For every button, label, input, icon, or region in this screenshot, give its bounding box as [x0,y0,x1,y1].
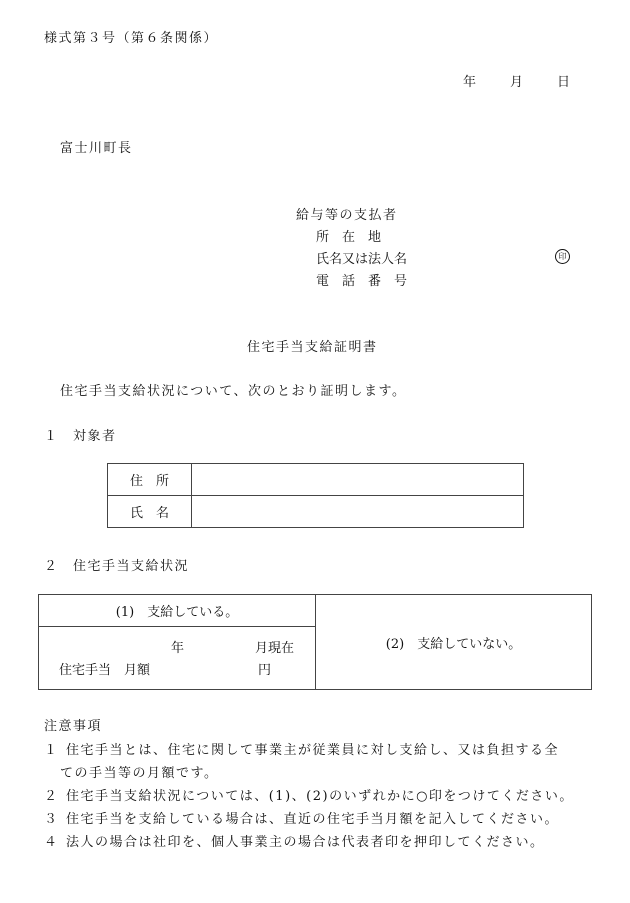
option-not-paid-label: (2) 支給していない。 [385,636,522,652]
note-number: ４ [44,835,58,850]
note-item: 法人の場合は社印を、個人事業主の場合は代表者印を押印してください。 [66,835,545,850]
section2-heading: ２ 住宅手当支給状況 [44,559,190,574]
payer-address-label: 所 在 地 [316,230,382,245]
subject-table [107,463,524,528]
table-row [108,496,524,528]
allowance-status-table [38,594,592,690]
table-row [108,464,524,496]
note-item: 住宅手当支給状況については、(1)、(2)のいずれかに○印をつけてください。 [66,789,574,804]
payer-heading: 給与等の支払者 [296,208,398,223]
note-item: 住宅手当を支給している場合は、直近の住宅手当月額を記入してください。 [66,812,560,827]
date-month-label: 月 [510,75,524,90]
as-of-year-label: 年 [171,641,185,656]
date-day-label: 日 [557,75,571,90]
monthly-amount-cell[interactable] [39,627,316,690]
address-value-cell[interactable] [192,464,524,496]
monthly-amount-label: 住宅手当 月額 [59,663,151,678]
option-not-paid-cell[interactable] [316,595,592,690]
seal-icon: 印 [555,249,570,264]
note-number: ２ [44,789,58,804]
intro-text: 住宅手当支給状況について、次のとおり証明します。 [60,384,407,399]
name-label-cell: 氏 名 [108,496,192,528]
note-number: ３ [44,812,58,827]
payer-name-label: 氏名又は法人名 [316,252,408,267]
seal-mark [555,248,570,264]
note-item: 住宅手当とは、住宅に関して事業主が従業員に対し支給し、又は負担する全 [66,743,560,758]
section1-heading: １ 対象者 [44,429,117,444]
as-of-month-label: 月現在 [255,641,295,656]
name-value-cell[interactable] [192,496,524,528]
address-label-cell: 住 所 [108,464,192,496]
note-item-continuation: ての手当等の月額です。 [60,766,219,781]
payer-phone-label: 電 話 番 号 [316,274,408,289]
option-paid-label: (1) 支給している。 [115,605,239,620]
option-paid-cell[interactable] [39,595,316,627]
addressee: 富士川町長 [60,141,133,156]
date-year-label: 年 [463,75,477,90]
form-number: 様式第３号（第６条関係） [44,31,219,46]
notes-heading: 注意事項 [44,719,103,734]
note-number: １ [44,743,58,758]
document-title: 住宅手当支給証明書 [247,340,378,355]
yen-label: 円 [258,663,272,678]
